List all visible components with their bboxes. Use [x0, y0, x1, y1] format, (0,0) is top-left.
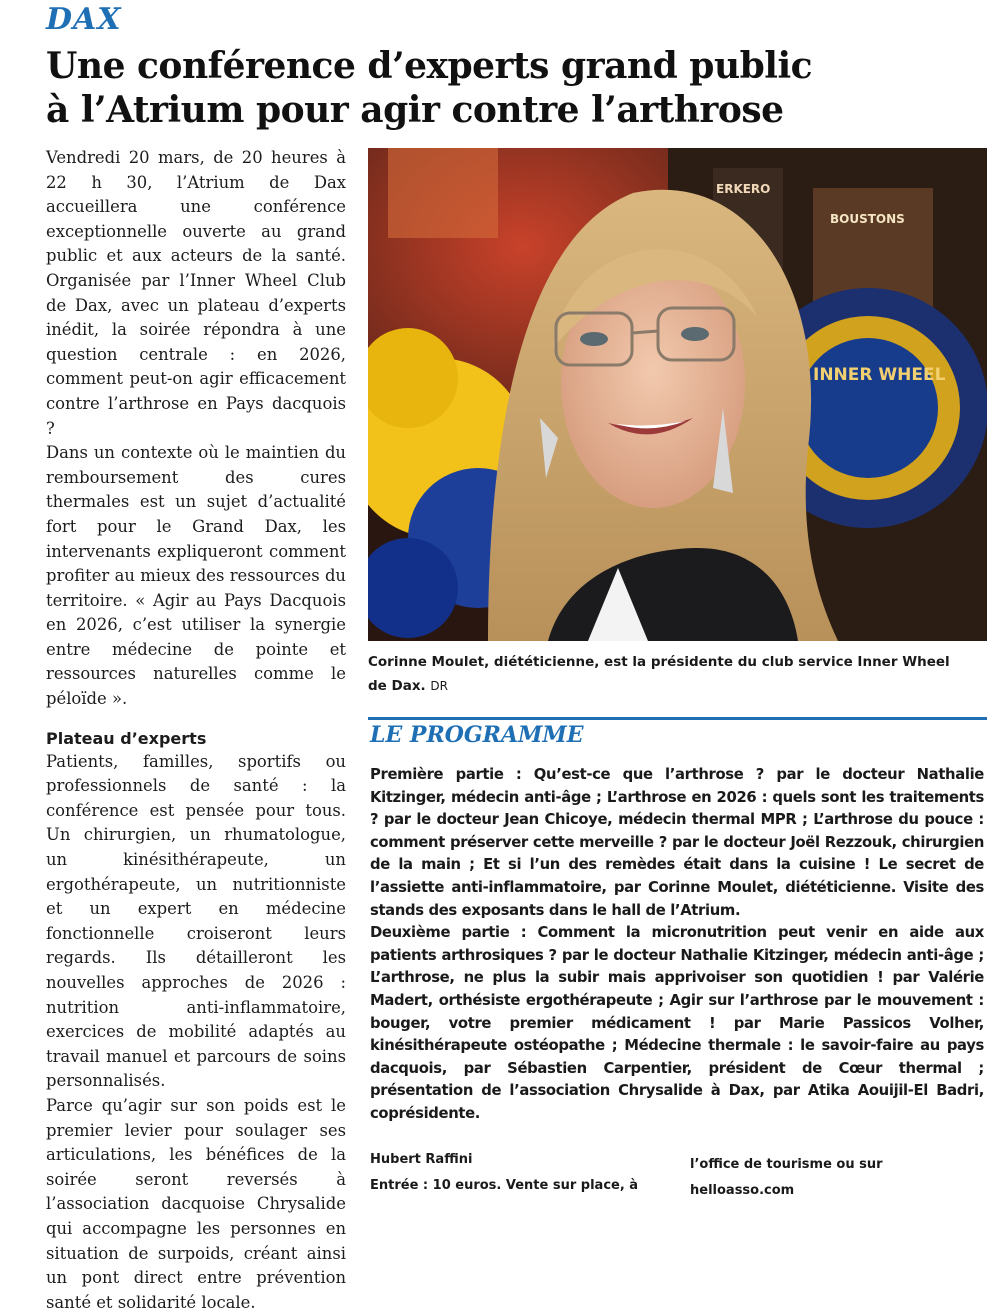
author-byline: Hubert Raffini: [370, 1152, 473, 1167]
body-paragraph-3: Patients, familles, sportifs ou professionnels de santé : la conférence est pensée pour tous. Un chirurgien, un rhumatologue, un kinésithérapeute, un ergothérapeute, un nutritionniste et un expert en médecine fonctionnelle croiseront leurs regards. Ils détailleront les nouvelles approches de 2026 : nutrition anti-inflammatoire, exercices de mobilité adaptés au travail manuel et parcours de soins personnalisés.: [46, 751, 346, 1091]
sign-top-text: ERKERO: [716, 182, 771, 196]
programme-title: LE PROGRAMME: [370, 722, 584, 748]
programme-part-1: Première partie : Qu’est-ce que l’arthrose ? par le docteur Nathalie Kitzinger, médecin anti-âge ; L’arthrose en 2026 : quels sont les traitements ? par le docteur Jean Chicoye, médecin thermal MPR ; L’arthrose du pouce : comment préserver cette merveille ? par le docteur Joël Rezzouk, chirurgien de la main ; Et si l’un des remèdes était dans la cuisine ! Le secret de l’assiette anti-inflammatoire, par Corinne Moulet, diététicienne. Visite des stands des exposants dans le hall de l’Atrium.: [370, 766, 984, 919]
photo-credit: DR: [430, 679, 448, 693]
programme-body: [370, 764, 984, 1126]
sign-right-text: BOUSTONS: [830, 212, 905, 226]
entry-info-right-line-2: helloasso.com: [690, 1183, 795, 1198]
article-headline: [46, 44, 986, 132]
headline-line-1: Une conférence d’experts grand public: [46, 45, 813, 87]
article-photo: [368, 148, 987, 641]
body-paragraph-1: Vendredi 20 mars, de 20 heures à 22 h 30, l’Atrium de Dax accueillera une conférence exceptionnelle ouverte au grand public et aux acteurs de la santé. Organisée par l’Inner Wheel Club de Dax, avec un plateau d’experts inédit, la soirée répondra à une question centrale : en 2026, comment peut-on agir efficacement contre l’arthrose en Pays dacquois ?: [46, 148, 346, 438]
caption-text: Corinne Moulet, diététicienne, est la présidente du club service Inner Wheel de Dax.: [368, 654, 950, 694]
programme-part-2: Deuxième partie : Comment la micronutrition peut venir en aide aux patients arthrosiques ? par le docteur Nathalie Kitzinger, médecin anti-âge ; L’arthrose, ne plus la subir mais apprivoiser son quotidien ! par Valérie Madert, orthésiste ergothérapeute ; Agir sur l’arthrose par le mouvement : bouger, votre premier médicament ! par Marie Passicos Volher, kinésithérapeute ostéopathe ; Médecine thermale : le savoir-faire au pays dacquois, par Sébastien Carpentier, président de Cœur thermal ; présentation de l’association Chrysalide à Dax, par Atika Aouijil-El Badri, coprésidente.: [370, 924, 984, 1122]
article-body: [46, 146, 346, 1315]
badge-text: INNER WHEEL: [813, 365, 946, 385]
entry-info-right: [690, 1152, 940, 1204]
entry-info-right-line-1: l’office de tourisme ou sur: [690, 1157, 883, 1172]
body-paragraph-4: Parce qu’agir sur son poids est le premier levier pour soulager ses articulations, les bénéfices de la soirée seront reversés à l’association dacquoise Chrysalide qui accompagne les personnes en situation de surpoids, créant ainsi un pont direct entre prévention santé et solidarité locale.: [46, 1095, 346, 1312]
photo-caption: [368, 650, 968, 698]
section-kicker: DAX: [46, 2, 122, 37]
entry-info-left: Entrée : 10 euros. Vente sur place, à: [370, 1178, 639, 1193]
headline-line-2: à l’Atrium pour agir contre l’arthrose: [46, 89, 784, 131]
programme-divider: [368, 717, 987, 720]
body-subhead: Plateau d’experts: [46, 728, 207, 748]
portrait-illustration: [368, 148, 987, 641]
body-paragraph-2: Dans un contexte où le maintien du remboursement des cures thermales est un sujet d’actualité fort pour le Grand Dax, les intervenants expliqueront comment profiter au mieux des ressources du territoire. « Agir au Pays Dacquois en 2026, c’est utiliser la synergie entre médecine de pointe et ressources naturelles comme le péloïde ».: [46, 443, 346, 709]
